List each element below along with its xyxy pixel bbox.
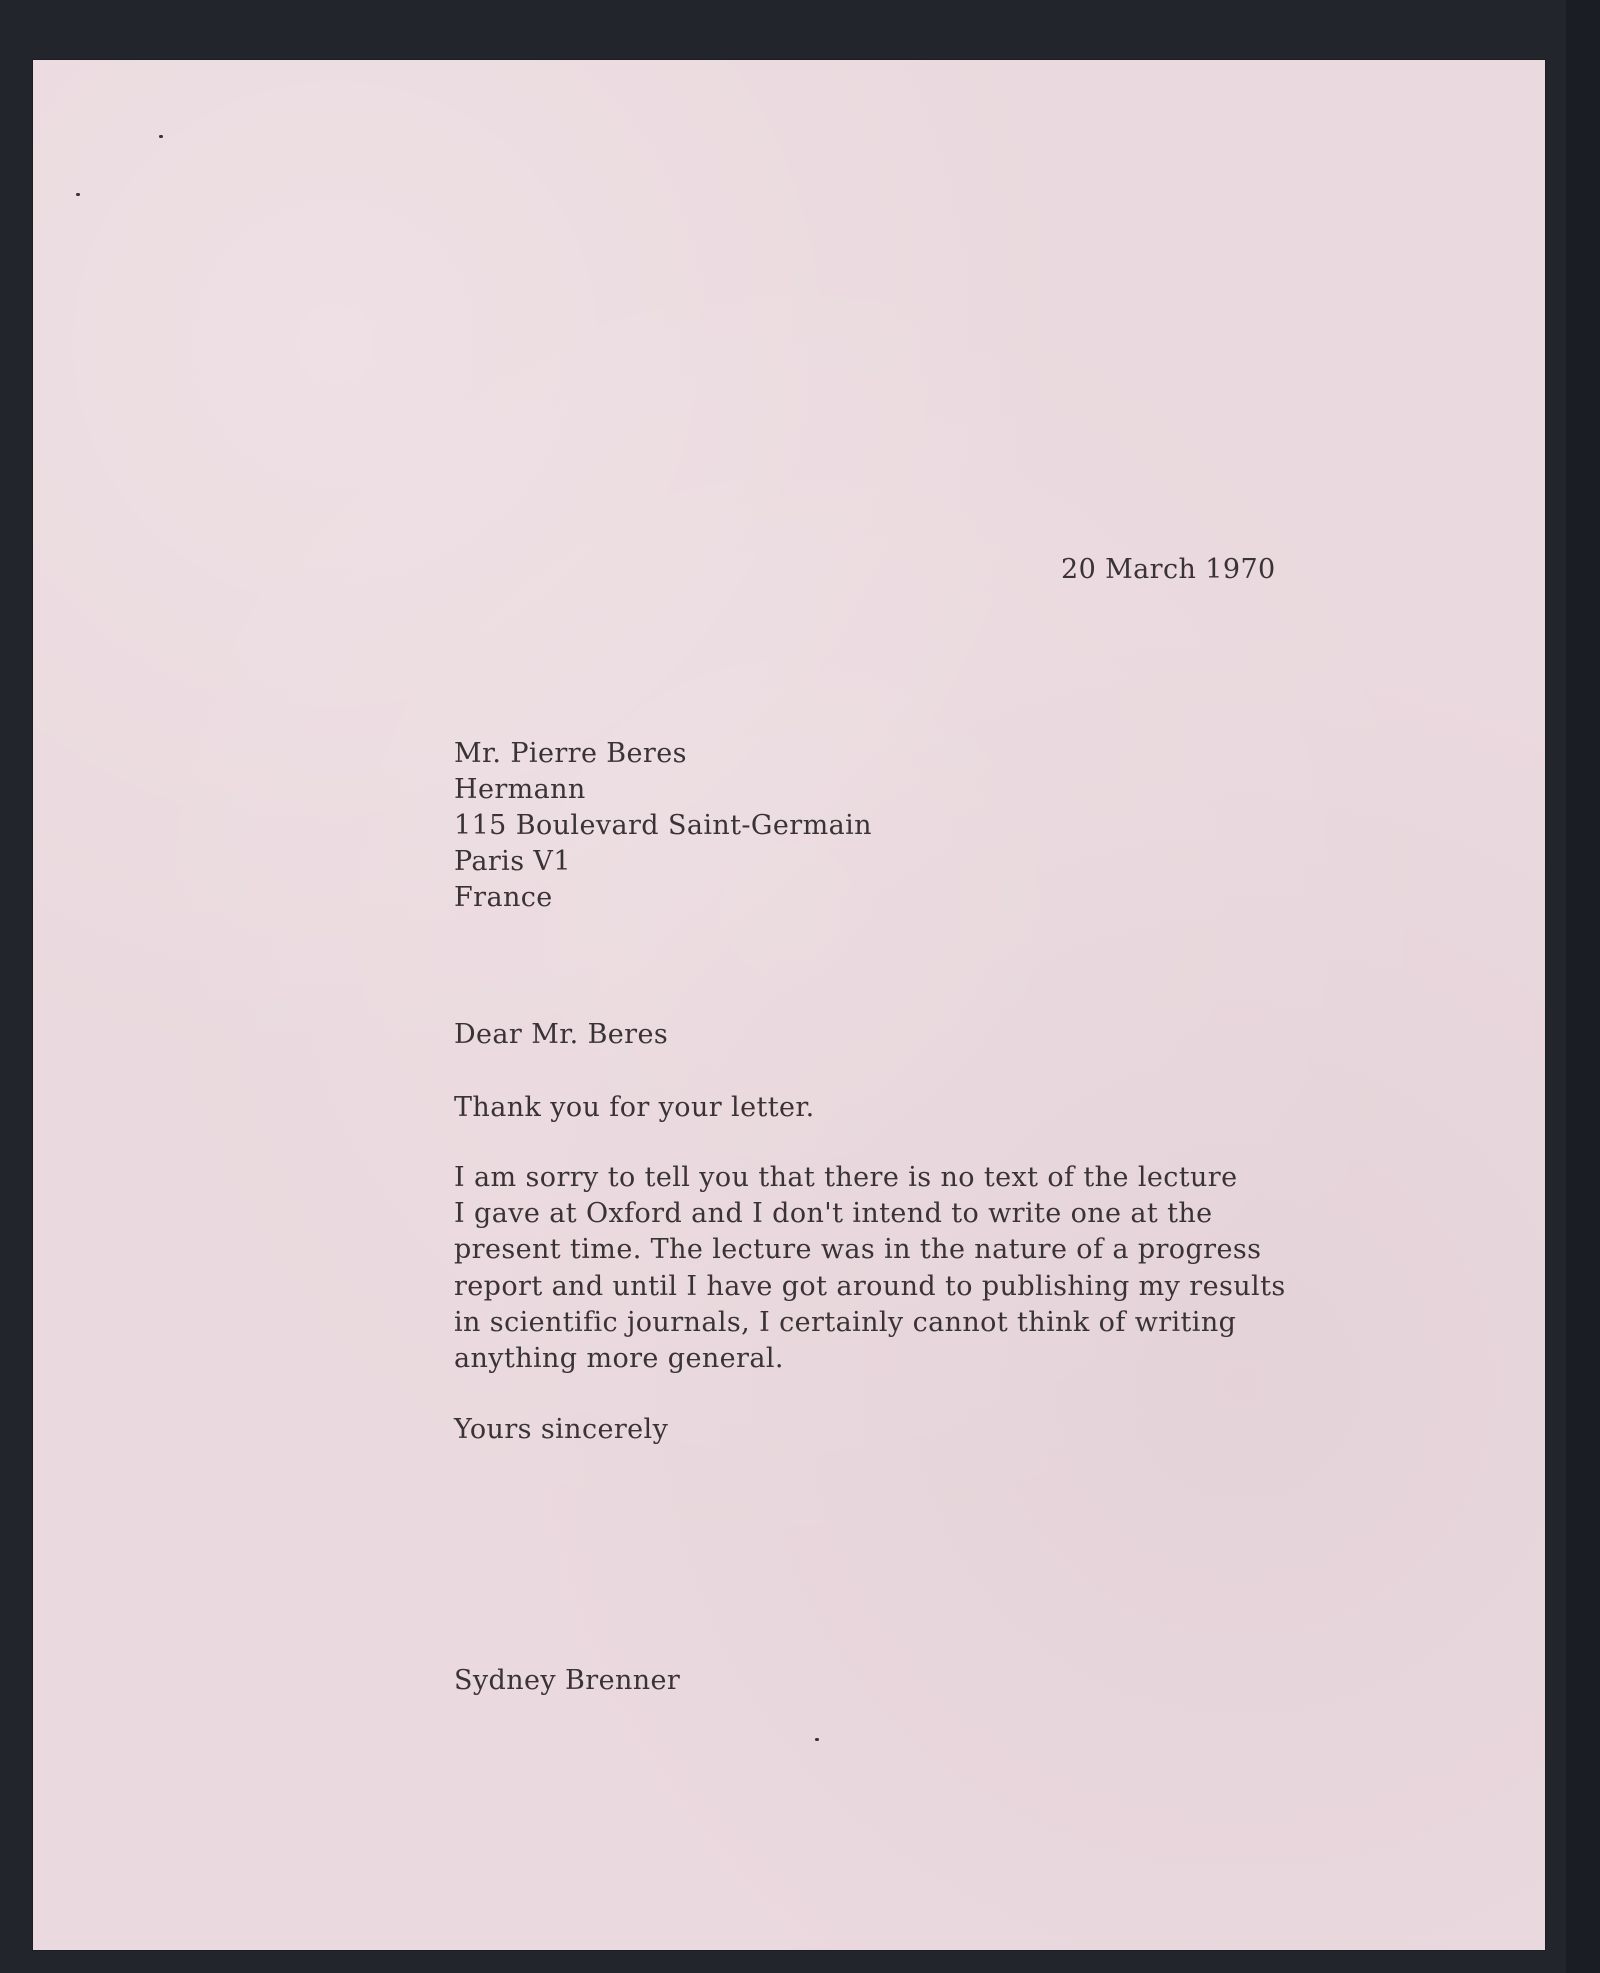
recipient-country: France [454,882,553,913]
recipient-address [454,736,872,916]
signature-name: Sydney Brenner [454,1665,681,1696]
closing: Yours sincerely [454,1414,669,1445]
recipient-city: Paris V1 [454,846,571,877]
body-line: I gave at Oxford and I don't intend to write one at the [454,1198,1213,1230]
backdrop-edge [1566,0,1600,1973]
opening-line: Thank you for your letter. [454,1092,815,1123]
body-line: anything more general. [454,1342,784,1374]
recipient-name: Mr. Pierre Beres [454,738,687,769]
body-line: I am sorry to tell you that there is no text of the lecture [454,1162,1238,1193]
paper-speck [76,193,80,196]
body-paragraph [454,1160,1286,1377]
recipient-company: Hermann [454,774,586,805]
paper-speck [159,135,163,138]
salutation: Dear Mr. Beres [454,1019,669,1050]
letter-date: 20 March 1970 [1061,554,1276,585]
recipient-street: 115 Boulevard Saint-Germain [454,810,872,841]
body-line: report and until I have got around to publishing my results [454,1270,1286,1302]
body-line: present time. The lecture was in the nature of a progress [454,1234,1262,1266]
body-line: in scientific journals, I certainly cannot think of writing [454,1306,1237,1338]
letter-page [33,60,1545,1950]
paper-speck [815,1738,819,1741]
